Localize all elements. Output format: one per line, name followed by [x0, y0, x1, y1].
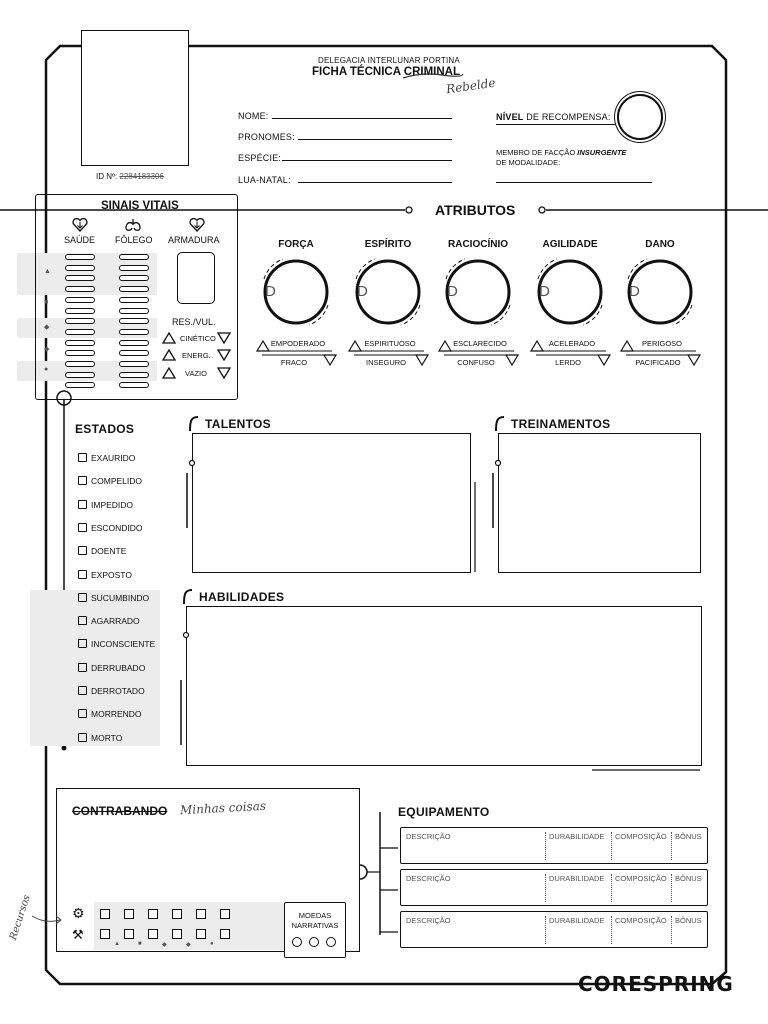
breath-bar[interactable]	[119, 329, 149, 335]
gear-icon: ⚙	[72, 905, 85, 921]
equipment-col-label: BÔNUS	[675, 916, 702, 925]
resource-level-icon: ▲	[114, 941, 120, 947]
state-checkbox[interactable]	[78, 663, 87, 672]
sheet-title: FICHA TÉCNICA CRIMINAL	[312, 66, 460, 78]
state-checkbox[interactable]	[78, 500, 87, 509]
state-label: AGARRADO	[91, 616, 140, 627]
breath-bar[interactable]	[119, 372, 149, 378]
breath-bar[interactable]	[119, 350, 149, 356]
states-title: ESTADOS	[75, 422, 135, 436]
talents-title: TALENTOS	[205, 417, 271, 431]
equipment-col-separator	[671, 916, 672, 944]
trainings-side	[490, 458, 502, 578]
attribute-die: D	[539, 283, 550, 300]
res-kinetic-label: CINÉTICO	[180, 334, 216, 343]
equipment-col-label: DESCRIÇÃO	[406, 874, 451, 883]
attribute-up-label: ESPIRITUOSO	[364, 339, 416, 348]
breath-bar[interactable]	[119, 308, 149, 314]
trainings-bracket-icon	[494, 416, 506, 432]
faction-field[interactable]	[496, 182, 652, 183]
attribute-name: FORÇA	[278, 239, 314, 250]
health-bar[interactable]	[65, 254, 95, 260]
attribute-name: DANO	[645, 239, 675, 250]
resource-box[interactable]	[148, 909, 158, 919]
breath-bar[interactable]	[119, 382, 149, 388]
reward-label	[496, 112, 611, 122]
attribute-up-label: ACELERADO	[548, 339, 596, 348]
vital-level-icon: ◆	[44, 324, 50, 331]
state-checkbox[interactable]	[78, 476, 87, 485]
res-up-icon[interactable]	[162, 367, 176, 379]
res-void-label: VAZIO	[185, 369, 207, 378]
state-label: DERROTADO	[91, 686, 145, 696]
equipment-title: EQUIPAMENTO	[398, 805, 490, 819]
title-annotation: Rebelde	[445, 75, 497, 97]
resources-arrow-icon	[30, 912, 64, 926]
state-item[interactable]	[78, 499, 133, 511]
equipment-col-label: COMPOSIÇÃO	[615, 874, 667, 883]
attribute-down-label: INSEGURO	[365, 358, 406, 367]
abilities-bracket-icon	[182, 589, 194, 605]
attribute-up-label: PERIGOSO	[641, 339, 682, 348]
name-label: NOME:	[238, 111, 269, 121]
agency-name: DELEGACIA INTERLUNAR PORTINA	[318, 56, 460, 65]
resource-level-icon: ◆	[186, 942, 191, 948]
pronouns-field[interactable]	[298, 139, 452, 140]
breath-bar[interactable]	[119, 265, 149, 271]
res-up-icon[interactable]	[162, 332, 176, 344]
equipment-col-separator	[611, 916, 612, 944]
tools-icon: ⚒	[72, 927, 84, 942]
state-checkbox[interactable]	[78, 453, 87, 462]
armor-label: ARMADURA	[168, 235, 220, 245]
attribute-down-label: LERDO	[555, 358, 581, 367]
state-checkbox[interactable]	[78, 733, 87, 742]
state-item[interactable]	[78, 545, 126, 557]
health-bar[interactable]	[65, 340, 95, 346]
health-bar[interactable]	[65, 275, 95, 281]
breath-bar[interactable]	[119, 361, 149, 367]
resource-level-icon: ◆	[162, 942, 167, 948]
resource-box[interactable]	[148, 929, 158, 939]
resource-box[interactable]	[172, 909, 182, 919]
abilities-box[interactable]	[186, 606, 702, 766]
state-item[interactable]	[78, 569, 132, 581]
state-item[interactable]	[78, 685, 145, 697]
resource-box[interactable]	[124, 909, 134, 919]
res-void-row[interactable]	[162, 367, 232, 381]
breath-bar[interactable]	[119, 297, 149, 303]
resource-box[interactable]	[220, 929, 230, 939]
trainings-box[interactable]	[498, 433, 701, 573]
vital-level-icon: ■	[44, 299, 49, 306]
state-label: INCONSCIENTE	[91, 639, 156, 650]
equipment-col-separator	[611, 874, 612, 902]
resource-box[interactable]	[124, 929, 134, 939]
resource-box[interactable]	[100, 909, 110, 919]
attribute-down-label: CONFUSO	[457, 358, 495, 367]
res-kinetic-row[interactable]	[162, 332, 232, 346]
contraband-note: Minhas coisas	[179, 798, 267, 818]
equipment-col-separator	[545, 916, 546, 944]
state-label: MORTO	[91, 732, 123, 743]
breath-bar[interactable]	[119, 340, 149, 346]
talents-box[interactable]	[192, 433, 471, 573]
reward-circle[interactable]	[617, 94, 663, 140]
equipment-col-separator	[671, 832, 672, 860]
state-checkbox[interactable]	[78, 686, 87, 695]
reward-label-rest: DE RECOMPENSA:	[523, 112, 611, 122]
resource-box[interactable]	[172, 929, 182, 939]
state-checkbox[interactable]	[78, 570, 87, 579]
title-strike	[402, 68, 464, 82]
state-label: IMPEDIDO	[91, 499, 134, 510]
equipment-col-label: DESCRIÇÃO	[406, 916, 451, 925]
state-label: EXAURIDO	[91, 453, 136, 463]
health-bar[interactable]	[65, 308, 95, 314]
vital-level-icon: ◆	[44, 346, 50, 353]
res-up-icon[interactable]	[162, 349, 176, 361]
brand-logo: CORESPRING	[578, 972, 734, 996]
attribute-die: D	[265, 283, 276, 300]
health-bar[interactable]	[65, 329, 95, 335]
vital-level-icon: ●	[44, 366, 49, 373]
reward-label-bold: NÍVEL	[496, 112, 524, 122]
resources-side-note: Recursos	[8, 893, 33, 942]
attribute-name: AGILIDADE	[542, 239, 598, 250]
attribute-die: D	[629, 283, 640, 300]
homemoon-label: LUA-NATAL:	[238, 175, 291, 185]
faction-type: INSURGENTE	[577, 148, 627, 157]
state-item[interactable]	[78, 662, 145, 674]
attributes-title: ATRIBUTOS	[435, 202, 516, 218]
state-label: MORRENDO	[91, 709, 142, 720]
health-bar[interactable]	[65, 297, 95, 303]
coins-label-1: MOEDAS	[298, 911, 332, 920]
attribute-die: D	[357, 283, 368, 300]
reward-line	[496, 124, 618, 125]
state-label: SUCUMBINDO	[91, 592, 150, 603]
state-checkbox[interactable]	[78, 546, 87, 555]
vul-down-icon[interactable]	[217, 367, 231, 379]
trainings-title: TREINAMENTOS	[511, 417, 611, 431]
health-bar[interactable]	[65, 265, 95, 271]
talents-right-edge	[472, 480, 478, 580]
state-checkbox[interactable]	[78, 639, 87, 648]
equipment-col-separator	[671, 874, 672, 902]
equipment-col-separator	[545, 832, 546, 860]
state-item[interactable]	[78, 732, 122, 744]
contraband-title: CONTRABANDO	[72, 804, 168, 818]
res-label: RES./VUL.	[172, 317, 216, 327]
attribute-down-label: FRACO	[280, 358, 308, 367]
state-item[interactable]	[78, 638, 155, 650]
state-item[interactable]	[78, 592, 149, 604]
health-icon	[72, 218, 88, 232]
resource-box[interactable]	[100, 929, 110, 939]
attribute-up-label: EMPODERADO	[270, 339, 326, 348]
narrative-coin-1[interactable]	[292, 937, 302, 947]
attribute-name: ESPÍRITO	[364, 239, 412, 250]
equipment-col-label: DESCRIÇÃO	[406, 832, 451, 841]
vitals-title: SINAIS VITAIS	[101, 200, 179, 212]
equipment-row[interactable]	[400, 869, 708, 906]
id-label-row	[96, 172, 164, 181]
res-energy-row[interactable]	[162, 349, 232, 363]
breath-bar[interactable]	[119, 254, 149, 260]
health-bar[interactable]	[65, 382, 95, 388]
equipment-col-label: BÔNUS	[675, 832, 702, 841]
state-label: DOENTE	[91, 546, 127, 557]
equipment-col-separator	[611, 832, 612, 860]
health-bar[interactable]	[65, 372, 95, 378]
state-label: COMPELIDO	[91, 476, 143, 487]
health-bar[interactable]	[65, 350, 95, 356]
state-item[interactable]	[78, 522, 142, 534]
res-energy-label: ENERG.	[182, 351, 211, 360]
lungs-icon	[124, 218, 142, 232]
health-bar[interactable]	[65, 318, 95, 324]
state-item[interactable]	[78, 615, 140, 627]
breath-bar[interactable]	[119, 275, 149, 281]
state-label: EXPOSTO	[91, 569, 132, 580]
state-checkbox[interactable]	[78, 709, 87, 718]
health-label: SAÚDE	[64, 235, 96, 245]
vul-down-icon[interactable]	[217, 349, 231, 361]
id-label: ID Nº:	[96, 172, 118, 181]
resource-level-icon: ●	[210, 941, 214, 947]
armor-icon	[189, 218, 205, 232]
state-item[interactable]	[78, 475, 142, 487]
talents-side	[183, 458, 195, 578]
abilities-title: HABILIDADES	[199, 590, 285, 604]
coins-label-2: NARRATIVAS	[291, 921, 339, 930]
state-item[interactable]	[78, 708, 142, 720]
equipment-row[interactable]	[400, 911, 708, 948]
attribute-name: RACIOCÍNIO	[448, 239, 508, 250]
equipment-col-separator	[545, 874, 546, 902]
attribute-up-label: ESCLARECIDO	[453, 339, 507, 348]
equipment-row[interactable]	[400, 827, 708, 864]
photo-box[interactable]	[81, 30, 189, 166]
breath-label: FÔLEGO	[115, 235, 153, 245]
faction-line-b: DE MODALIDADE:	[496, 158, 561, 167]
state-item[interactable]	[78, 452, 135, 464]
state-checkbox[interactable]	[78, 616, 87, 625]
species-label: ESPÉCIE:	[238, 153, 282, 163]
resource-level-icon: ■	[138, 941, 142, 947]
equipment-col-label: DURABILIDADE	[549, 916, 605, 925]
species-field[interactable]	[282, 160, 452, 161]
state-checkbox[interactable]	[78, 593, 87, 602]
vul-down-icon[interactable]	[217, 332, 231, 344]
equipment-col-label: BÔNUS	[675, 874, 702, 883]
health-bar[interactable]	[65, 361, 95, 367]
id-value: 2284183306	[119, 172, 164, 181]
resource-box[interactable]	[196, 909, 206, 919]
armor-box[interactable]	[177, 252, 215, 304]
state-checkbox[interactable]	[78, 523, 87, 532]
abilities-side	[178, 630, 190, 770]
health-bar[interactable]	[65, 286, 95, 292]
resource-box[interactable]	[196, 929, 206, 939]
vital-level-icon: ▲	[44, 268, 51, 275]
faction-line-a: MEMBRO DE FACÇÃO	[496, 148, 578, 157]
narrative-coin-3[interactable]	[326, 937, 336, 947]
homemoon-field[interactable]	[298, 182, 452, 183]
resource-box[interactable]	[220, 909, 230, 919]
equipment-col-label: COMPOSIÇÃO	[615, 916, 667, 925]
pronouns-label: PRONOMES:	[238, 132, 295, 142]
equipment-col-label: DURABILIDADE	[549, 874, 605, 883]
equipment-col-label: DURABILIDADE	[549, 832, 605, 841]
equipment-col-label: COMPOSIÇÃO	[615, 832, 667, 841]
state-label: DERRUBADO	[91, 662, 146, 673]
attribute-down-label: PACIFICADO	[635, 358, 681, 367]
breath-bar[interactable]	[119, 286, 149, 292]
attribute-die: D	[447, 283, 458, 300]
talents-bracket-icon	[188, 416, 200, 432]
faction-label	[496, 148, 626, 168]
narrative-coin-2[interactable]	[309, 937, 319, 947]
state-label: ESCONDIDO	[91, 522, 143, 533]
name-field[interactable]	[272, 118, 452, 119]
breath-bar[interactable]	[119, 318, 149, 324]
